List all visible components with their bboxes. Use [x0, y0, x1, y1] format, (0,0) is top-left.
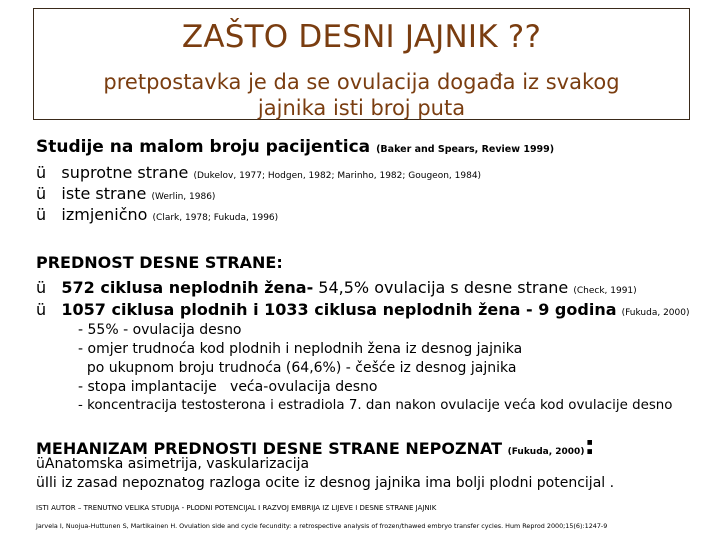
study-item-ref: (Werlin, 1986): [151, 192, 216, 202]
mechanism-heading-colon: :: [584, 431, 595, 461]
subtitle-line-2: jajnika isti broj puta: [257, 96, 466, 120]
advantage-detail: po ukupnom broju trudnoća (64,6%) - češće iz desnog jajnika: [78, 360, 517, 376]
study-note: ISTI AUTOR – TRENUTNO VELIKA STUDIJA - PLODNI POTENCIJAL I RAZVOJ EMBRIJA IZ LIJEVE I DESNE STRANE JAJNIK: [36, 504, 437, 512]
subtitle-line-1: pretpostavka je da se ovulacija događa iz svakog: [103, 70, 620, 94]
advantage-detail: - koncentracija testosterona i estradiola 7. dan nakon ovulacije veća kod ovulacije desno: [78, 398, 673, 413]
study-item-text: izmjenično: [61, 205, 148, 224]
advantage-detail: - stopa implantacije veća-ovulacija desno: [78, 379, 378, 395]
advantage-item-bold: 1057 ciklusa plodnih i 1033 ciklusa neplodnih žena - 9 godina: [61, 300, 617, 319]
study-item: [36, 184, 215, 203]
advantage-item-ref: (Fukuda, 2000): [621, 308, 690, 318]
citation: Jarvela I, Nuojua-Huttunen S, Martikainen H. Ovulation side and cycle fecundity: a retrospective analysis of frozen/thawed embryo transfer cycles. Hum Reprod 2000;15(6):1247-9: [36, 522, 608, 530]
check-icon: ü: [36, 184, 47, 203]
study-item-text: iste strane: [61, 184, 147, 203]
mechanism-item: [36, 456, 309, 472]
study-item-text: suprotne strane: [61, 163, 189, 182]
studies-heading-text: Studije na malom broju pacijentica: [36, 137, 371, 157]
advantage-item: [36, 278, 637, 297]
studies-heading-ref: (Baker and Spears, Review 1999): [376, 144, 555, 155]
check-icon: ü: [36, 163, 47, 182]
mechanism-heading-text: MEHANIZAM PREDNOSTI DESNE STRANE NEPOZNAT: [36, 439, 503, 458]
check-icon: ü: [36, 456, 45, 472]
studies-heading: [36, 137, 554, 157]
check-icon: ü: [36, 278, 47, 297]
study-item-ref: (Dukelov, 1977; Hodgen, 1982; Marinho, 1982; Gougeon, 1984): [193, 171, 482, 181]
mechanism-heading-ref: (Fukuda, 2000): [507, 447, 585, 457]
advantage-item-ref: (Check, 1991): [573, 286, 637, 296]
mechanism-item-text: Ili iz zasad nepoznatog razloga ocite iz desnog jajnika ima bolji plodni potencijal .: [44, 475, 615, 491]
study-item: [36, 205, 278, 224]
advantage-item-text: 54,5% ovulacija s desne strane: [313, 278, 569, 297]
slide-subtitle: [34, 69, 689, 121]
study-item: [36, 163, 481, 182]
check-icon: ü: [36, 205, 47, 224]
slide-title: ZAŠTO DESNI JAJNIK ??: [181, 19, 542, 55]
check-icon: ü: [36, 300, 47, 319]
study-item-ref: (Clark, 1978; Fukuda, 1996): [152, 213, 279, 223]
advantage-item-bold: 572 ciklusa neplodnih žena-: [61, 278, 314, 297]
advantage-detail: - 55% - ovulacija desno: [78, 322, 242, 338]
mechanism-item: [36, 475, 614, 491]
mechanism-item-text: Anatomska asimetrija, vaskularizacija: [44, 456, 310, 472]
title-box: [33, 8, 690, 120]
advantage-item: [36, 300, 690, 319]
advantage-detail: - omjer trudnoća kod plodnih i neplodnih žena iz desnog jajnika: [78, 341, 523, 357]
advantage-heading: PREDNOST DESNE STRANE:: [36, 253, 283, 272]
check-icon: ü: [36, 475, 45, 491]
